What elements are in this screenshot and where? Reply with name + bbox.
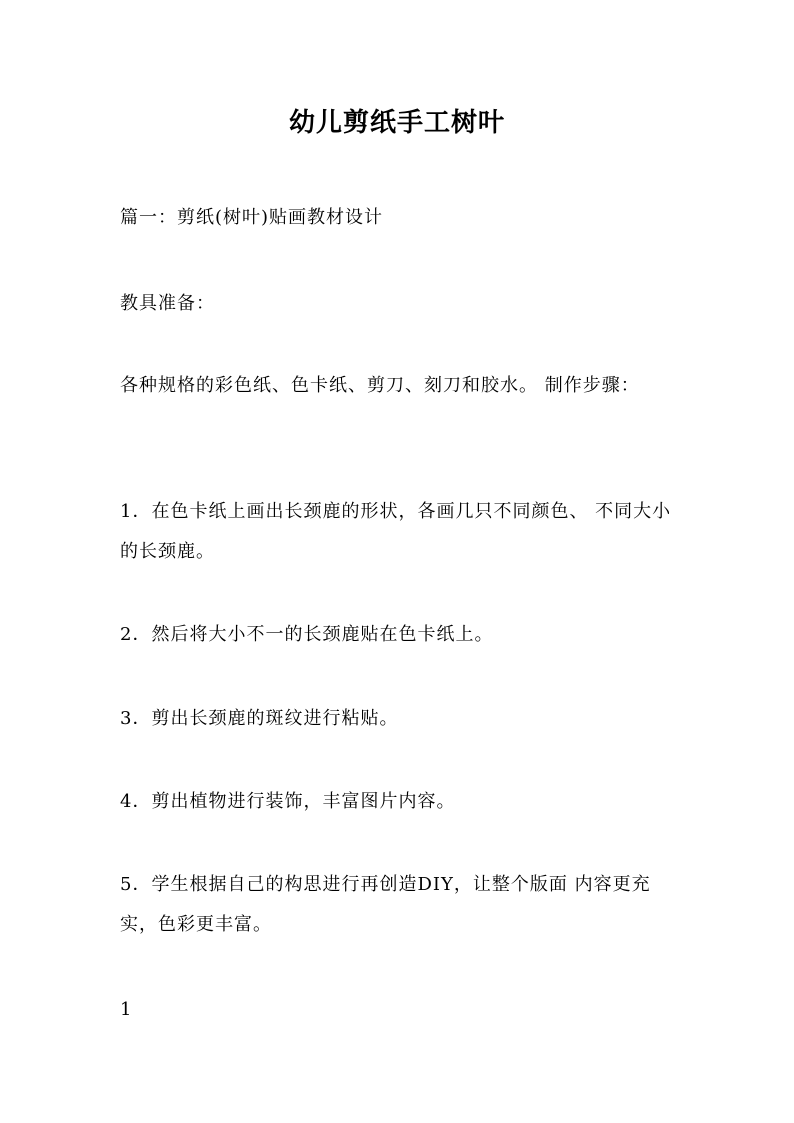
page-number: 1 (120, 999, 132, 1020)
step-3: 3．剪出长颈鹿的斑纹进行粘贴。 (120, 708, 399, 729)
step-4: 4．剪出植物进行装饰，丰富图片内容。 (120, 791, 456, 812)
step-2: 2．然后将大小不一的长颈鹿贴在色卡纸上。 (120, 624, 494, 645)
materials-heading: 教具准备： (120, 293, 215, 314)
step-5: 5．学生根据自己的构思进行再创造DIY，让整个版面 内容更充实，色彩更丰富。 (120, 874, 651, 935)
section-heading: 篇一：剪纸(树叶)贴画教材设计 (120, 207, 384, 228)
document-title: 幼儿剪纸手工树叶 (288, 108, 505, 138)
materials-paragraph: 各种规格的彩色纸、色卡纸、剪刀、刻刀和胶水。 制作步骤： (120, 375, 640, 396)
step-1: 1．在色卡纸上画出长颈鹿的形状，各画几只不同颜色、 不同大小的长颈鹿。 (120, 501, 672, 562)
